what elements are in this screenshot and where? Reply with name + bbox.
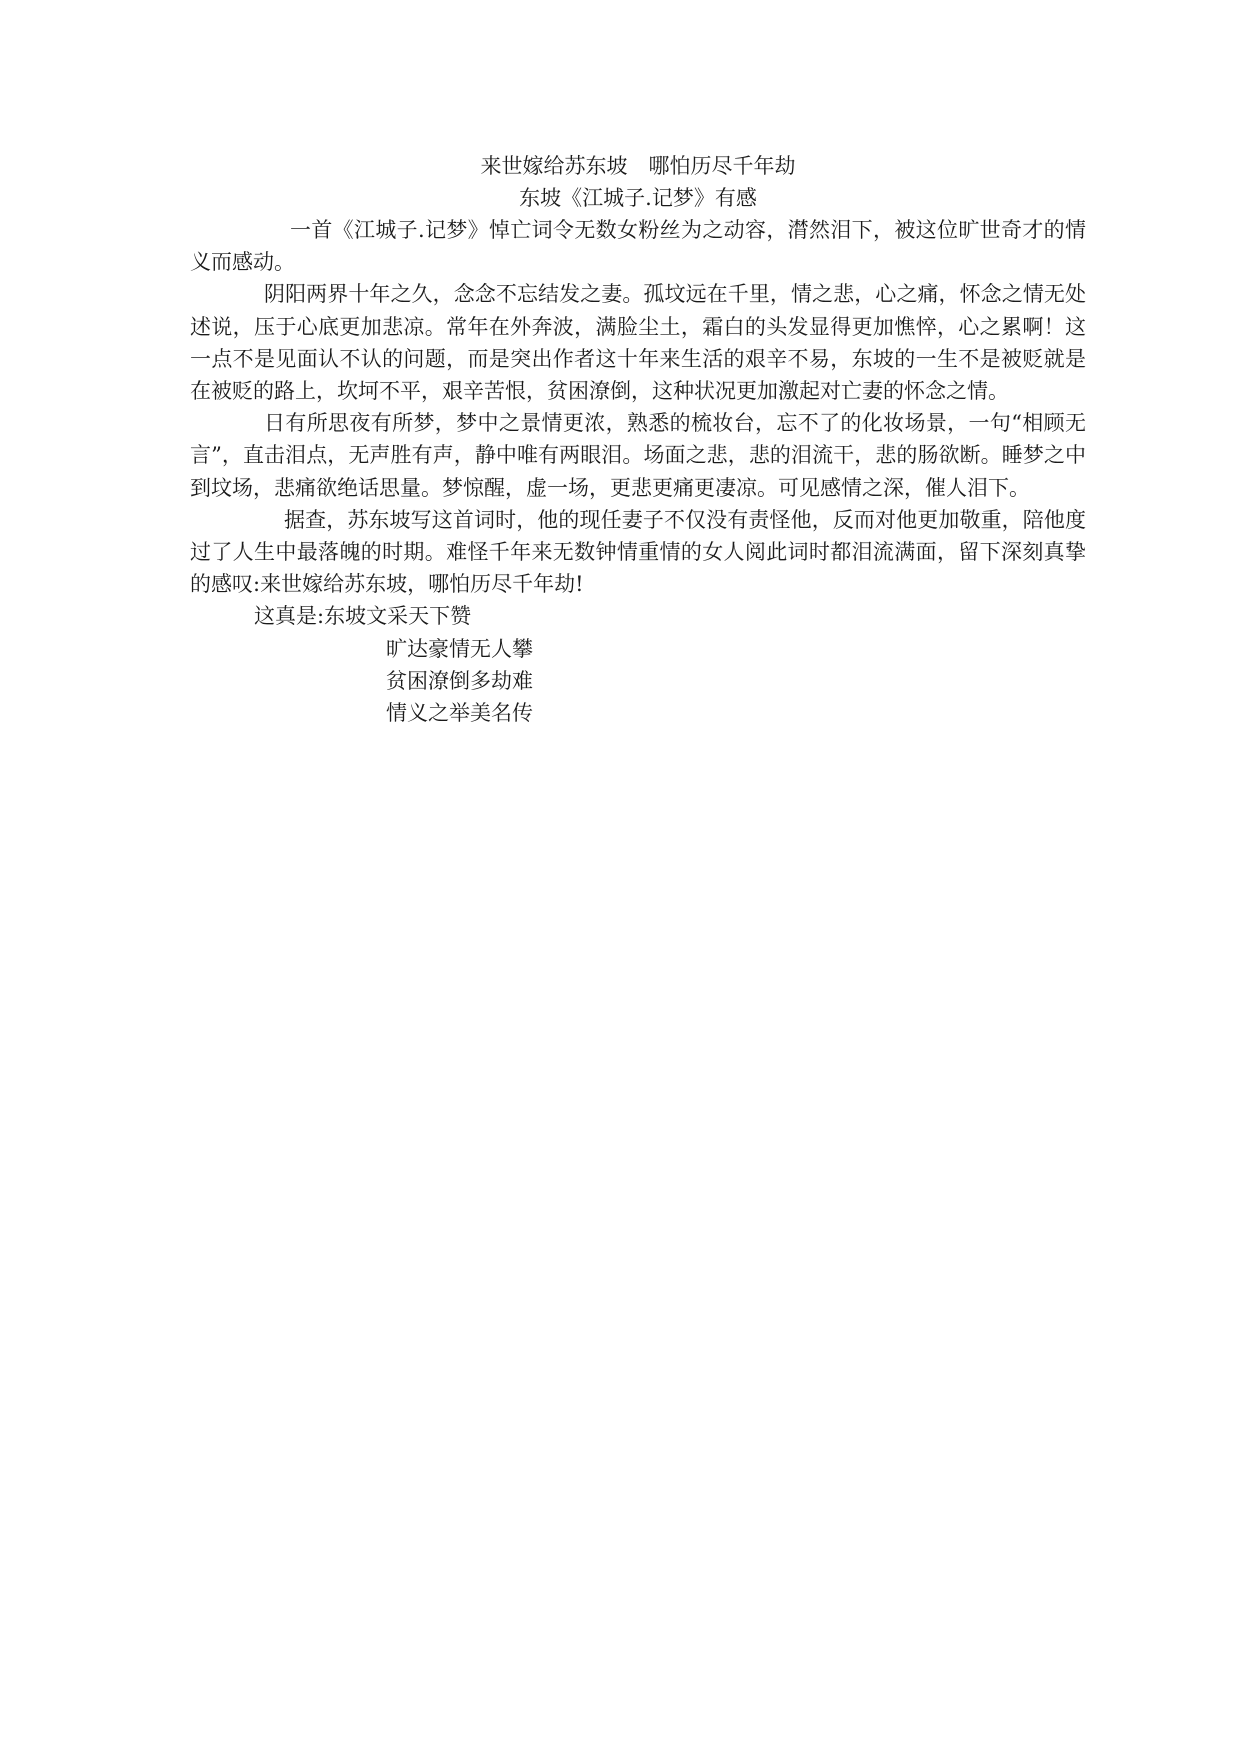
poem-line-1: 旷达豪情无人攀 [386, 636, 533, 661]
paragraph-2: 阴阳两界十年之久，念念不忘结发之妻。孤坟远在千里，情之悲，心之痛，怀念之情无处述说，压于心底更加悲凉。常年在外奔波，满脸尘土，霜白的头发显得更加憔悴，心之累啊！这一点不是见面认不认的问题，而是突出作者这十年来生活的艰辛不易，东坡的一生不是被贬就是在被贬的路上，坎坷不平，艰辛苦恨，贫困潦倒，这种状况更加激起对亡妻的怀念之情。 [190, 282, 1086, 404]
poem-line-3: 情义之举美名传 [386, 701, 533, 726]
closing-line: 这真是:东坡文采天下赞 [254, 604, 472, 629]
document-title: 来世嫁给苏东坡 哪怕历尽千年劫 [480, 154, 796, 178]
paragraph-3: 日有所思夜有所梦，梦中之景情更浓，熟悉的梳妆台，忘不了的化妆场景，一句“相顾无言”，直击泪点，无声胜有声，静中唯有两眼泪。场面之悲，悲的泪流干，悲的肠欲断。睡梦之中到坟场，悲痛欲绝话思量。梦惊醒，虚一场，更悲更痛更凄凉。可见感情之深，催人泪下。 [190, 411, 1086, 500]
paragraph-1: 一首《江城子.记梦》悼亡词令无数女粉丝为之动容，潸然泪下，被这位旷世奇才的情义而感动。 [190, 218, 1086, 275]
document-body [190, 214, 1086, 729]
paragraph-4: 据查，苏东坡写这首词时，他的现任妻子不仅没有责怪他，反而对他更加敬重，陪他度过了人生中最落魄的时期。难怪千年来无数钟情重情的女人阅此词时都泪流满面，留下深刻真挚的感叹:来世嫁给苏东坡，哪怕历尽千年劫! [190, 507, 1086, 597]
poem-line-2: 贫困潦倒多劫难 [386, 668, 533, 693]
document-subtitle: 东坡《江城子.记梦》有感 [519, 186, 757, 210]
